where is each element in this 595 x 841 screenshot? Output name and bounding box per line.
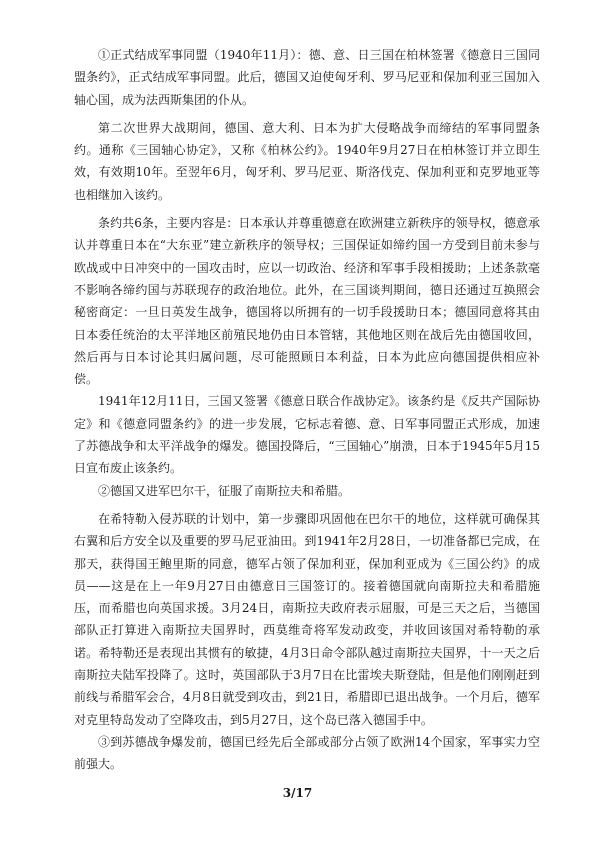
- paragraph-tripartite-pact-overview: 第二次世界大战期间，德国、意大利、日本为扩大侵略战争而缔结的军事同盟条约。通称《三国轴心协定》，又称《柏林公约》。1940年9月27日在柏林签订并立即生效，有效期10年。至翌年6月，匈牙利、罗马尼亚、斯洛伐克、保加利亚和克罗地亚等也相继加入该约。: [74, 120, 540, 202]
- paragraph-balkans-heading: ②德国又进军巴尔干，征服了南斯拉夫和希腊。: [98, 483, 351, 498]
- page-number: 3/17: [282, 786, 313, 800]
- paragraph-occupied-countries: ③到苏德战争爆发前，德国已经先后全部或部分占领了欧洲14个国家，军事实力空前强大。: [74, 734, 540, 772]
- paragraph-balkans-campaign: 在希特勒入侵苏联的计划中，第一步骤即巩固他在巴尔干的地位，这样就可确保其右翼和后方安全以及重要的罗马尼亚油田。到1941年2月28日，一切准备都已完成，在那天，获得国王鲍里斯的同意，德军占领了保加利亚，保加利亚成为《三国公约》的成员——这是在上一年9月27日由德意日三国签订的。接着德国就向南斯拉夫和希腊施压，而希腊也向英国求援。3月24日，南斯拉夫政府表示屈服，可是三天之后，当德国部队正打算进入南斯拉夫国界时，西莫维奇将军发动政变，并收回该国对希特勒的承诺。希特勒还是表现出其惯有的敏捷，4月3日命令部队越过南斯拉夫国界，十一天之后南斯拉夫陆军投降了。这时，英国部队于3月7日在比雷埃夫斯登陆，但是他们刚刚赶到前线与希腊军会合，4月8日就受到攻击，到21日，希腊即已退出战争。一个月后，德军对克里特岛发动了空降攻击，到5月27日，这个岛已落入德国手中。: [74, 511, 540, 727]
- paragraph-joint-war-agreement: 1941年12月11日，三国又签署《德意日联合作战协定》。该条约是《反共产国际协定》和《德意同盟条约》的进一步发展，它标志着德、意、日军事同盟正式形成，加速了苏德战争和太平洋战争的爆发。德国投降后，“三国轴心”崩溃，日本于1945年5月15日宣布废止该条约。: [74, 394, 540, 476]
- paragraph-alliance-formed: ①正式结成军事同盟（1940年11月）：德、意、日三国在柏林签署《德意日三国同盟条约》，正式结成军事同盟。此后，德国又迫使匈牙利、罗马尼亚和保加利亚三国加入轴心国，成为法西斯集团的仆从。: [74, 48, 540, 107]
- body-text: [74, 44, 540, 776]
- paragraph-pact-contents: 条约共6条，主要内容是：日本承认并尊重德意在欧洲建立新秩序的领导权，德意承认并尊重日本在“大东亚”建立新秩序的领导权；三国保证如缔约国一方受到目前未参与欧战或中日冲突中的一国攻击时，应以一切政治、经济和军事手段相援助；上述条款毫不影响各缔约国与苏联现存的政治地位。此外，在三国谈判期间，德日还通过互换照会秘密商定：一旦日英发生战争，德国将以所拥有的一切手段援助日本；德国同意将其由日本委任统治的太平洋地区前殖民地仍由日本管辖，其他地区则在战后先由德国收回，然后再与日本讨论其归属问题，尽可能照顾日本利益，日本为此应向德国提供相应补偿。: [74, 216, 540, 387]
